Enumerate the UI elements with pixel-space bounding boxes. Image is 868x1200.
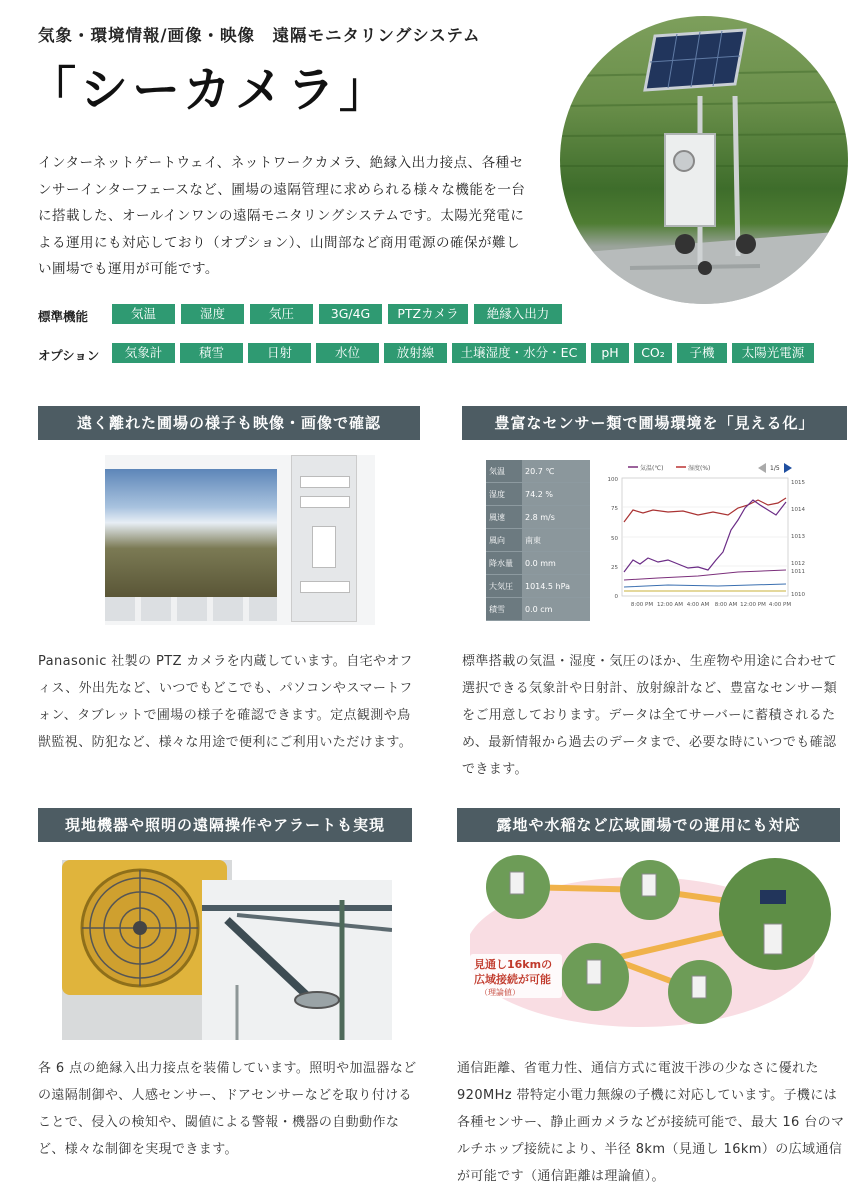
svg-text:1010: 1010 [791,592,805,598]
table-row: 降水量 0.0 mm [486,552,590,575]
sensor-readings-table [486,460,590,621]
tag-radiation: 放射線 [384,343,447,363]
sensor-dashboard [486,460,816,620]
section-heading-remote-control: 現地機器や照明の遠隔操作やアラートも実現 [38,808,412,842]
tag-ptz-camera: PTZカメラ [388,304,468,324]
tag-water-level: 水位 [316,343,379,363]
live-view-screenshot [105,455,375,625]
preset-list [105,597,277,621]
slave-node-1 [486,855,550,919]
standard-features-tags [112,304,562,324]
svg-text:12:00 AM: 12:00 AM [656,602,684,608]
svg-text:12:00 PM: 12:00 PM [740,602,766,608]
master-node [719,858,831,970]
sensor-trend-chart [598,460,820,620]
section-heading-video: 遠く離れた圃場の様子も映像・画像で確認 [38,406,420,440]
prev-page-icon [758,463,766,473]
next-page-icon [784,463,792,473]
options-label: オプション [38,348,100,363]
tag-pressure: 気圧 [250,304,313,324]
table-row: 大気圧 1014.5 hPa [486,575,590,598]
section-text-sensors: 標準搭載の気温・湿度・気圧のほか、生産物や用途に合わせて選択できる気象計や日射計、放射線計など、豊富なセンサー類をご用意しております。データは全てサーバーに蓄積されるため、最新情報から過去のデータまで、必要な時にいつでも確認できます。 [462,654,838,777]
network-diagram [470,852,840,1042]
svg-text:100: 100 [607,477,618,483]
svg-text:75: 75 [611,506,618,512]
svg-text:1015: 1015 [791,480,805,486]
range-label-line2: 広域接続が可能 [474,973,551,986]
tag-3g4g: 3G/4G [319,304,382,324]
svg-text:8:00 PM: 8:00 PM [630,602,654,608]
range-label-line1: 見通し16kmの [474,958,553,971]
tag-weather-meter: 気象計 [112,343,175,363]
section-text-wide-area: 通信距離、省電力性、通信方式に電波干渉の少なさに優れた 920MHz 帯特定小電力無線の子機に対応しています。子機には各種センサー、静止画カメラなどが接続可能で、最大 16 台のマルチホップ接続により、半径 8km（見通し 16km）の広域通信が可能です（通信距離は理論値）。 [457,1061,845,1184]
table-row: 風速 2.8 m/s [486,506,590,529]
range-label-note: （理論値） [480,988,520,997]
standard-features-label: 標準機能 [38,309,89,324]
tag-humidity: 湿度 [181,304,244,324]
svg-text:25: 25 [611,565,618,571]
intro-paragraph: インターネットゲートウェイ、ネットワークカメラ、絶縁入出力接点、各種センサーインターフェースなど、圃場の遠隔管理に求められる様々な機能を一台に搭載した、オールインワンの遠隔モニタリングシステムです。太陽光発電による運用にも対応しており（オプション）、山間部など商用電源の確保が難しい圃場でも運用が可能です。 [38,155,526,277]
section-text-video: Panasonic 社製の PTZ カメラを内蔵しています。自宅やオフィス、外出先など、いつでもどこでも、パソコンやスマートフォン、タブレットで圃場の様子を確認できます。定点観測や鳥獣監視、防犯など、様々な用途で便利にご利用いただけます。 [38,654,413,750]
fan-light-illustration [62,860,392,1040]
svg-text:1011: 1011 [791,569,805,575]
tag-co2: CO₂ [634,343,672,363]
section-heading-wide-area: 露地や水稲など広域圃場での運用にも対応 [457,808,840,842]
chart-page-indicator: 1/5 [770,465,780,472]
tag-ph: pH [591,343,629,363]
svg-text:1013: 1013 [791,534,805,540]
legend-temperature: 気温(℃) [640,465,664,472]
page-title: 「シーカメラ」 [28,62,392,118]
live-camera-image [105,469,277,597]
options-tags [112,343,814,363]
light-fixture-icon [295,992,339,1008]
table-row: 風向 南東 [486,529,590,552]
svg-text:1012: 1012 [791,561,805,567]
svg-text:8:00 AM: 8:00 AM [714,602,738,608]
page-subtitle: 気象・環境情報/画像・映像 遠隔モニタリングシステム [38,26,481,45]
tag-solar-power: 太陽光電源 [732,343,814,363]
table-row: 気温 20.7 ℃ [486,460,590,483]
section-heading-sensors: 豊富なセンサー類で圃場環境を「見える化」 [462,406,847,440]
svg-text:0: 0 [614,594,618,600]
section-text-remote-control: 各 6 点の絶縁入出力接点を装備しています。照明や加温器などの遠隔制御や、人感センサー、ドアセンサーなどを取り付けることで、侵入の検知や、閾値による警報・機器の自動動作など、様々な制御を実現できます。 [38,1061,417,1157]
legend-humidity: 湿度(%) [688,465,711,472]
multihop-network-illustration [470,852,840,1042]
camera-unit-illustration [560,16,848,304]
tag-snow: 積雪 [180,343,243,363]
svg-text:1014: 1014 [791,507,805,513]
camera-control-panel [291,455,357,622]
slave-node-3 [561,943,629,1011]
tag-slave-unit: 子機 [677,343,727,363]
tag-soil: 土壌湿度・水分・EC [452,343,586,363]
fan-and-light-photo [62,860,392,1040]
table-row: 湿度 74.2 % [486,483,590,506]
svg-text:4:00 AM: 4:00 AM [686,602,710,608]
tag-solar-radiation: 日射 [248,343,311,363]
svg-text:4:00 PM: 4:00 PM [768,602,792,608]
table-row: 積雪 0.0 cm [486,598,590,621]
tag-temperature: 気温 [112,304,175,324]
slave-node-2 [620,860,680,920]
tag-isolated-io: 絶縁入出力 [474,304,562,324]
svg-text:50: 50 [611,536,618,542]
slave-node-4 [668,960,732,1024]
hero-photo-camera-unit [560,16,848,304]
